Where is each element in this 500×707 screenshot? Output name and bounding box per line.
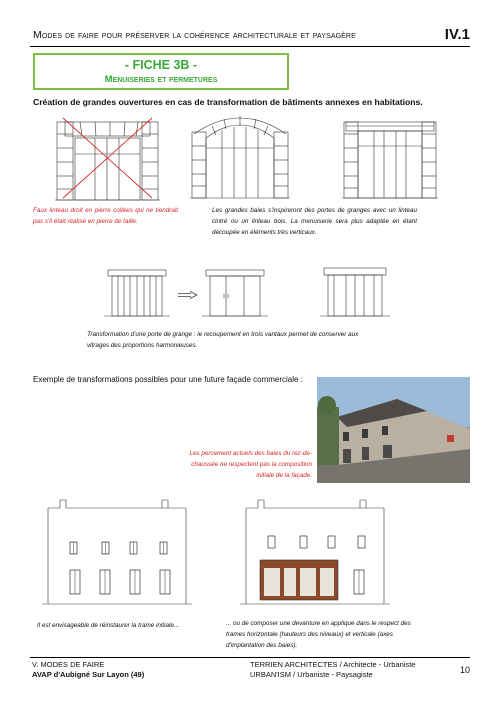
footer-document: AVAP d'Aubigné Sur Layon (49): [32, 670, 145, 679]
page-header-title: Modes de faire pour préserver la cohérence architecturale et paysagère: [33, 29, 356, 41]
sketch-facade-devanture: [240, 496, 390, 606]
arrow-icon: [178, 291, 198, 299]
section-1-title: Création de grandes ouvertures en cas de transformation de bâtiments annexes en habitations.: [33, 97, 423, 107]
footer-divider: [30, 657, 470, 658]
footer-right: [250, 660, 415, 680]
sketch-linteau-cintre: [190, 108, 290, 200]
caption-faux-linteau: Faux linteau droit en pierre collées qui ne tiendrait pas s'il était réalisé en pierre de taille.: [33, 207, 178, 225]
page-number: 10: [459, 665, 470, 675]
caption-devanture: ... ou de composer une devanture en applique dans le respect des trames horizontale (hauteurs des niveaux) et verticale (axes d'implantation des baies).: [226, 620, 411, 649]
header-divider: [30, 46, 470, 47]
sketch-porte-grange-apres: [320, 266, 390, 318]
caption-percements: Les percement actuels des baies du rez-de-chaussée ne respectent pas la composition initiale de la façade.: [189, 450, 312, 479]
caption-grandes-baies: Les grandes baies s'inspireront des portes de granges avec un linteau cintré ou un linteau bois. La menuiserie sera plus adaptée en étant découpée en éléments très verticaux.: [212, 207, 417, 236]
caption-porte-grange: Transformation d'une porte de grange : le recoupement en trois vantaux permet de conserver aux vitrages des proportions harmonieuses.: [87, 331, 359, 349]
footer-author-2: URBAN'ISM / Urbaniste - Paysagiste: [250, 670, 373, 679]
caption-trame-initiale: Il est envisageable de réinstaurer la trame initiale...: [37, 622, 180, 629]
footer-left: [32, 660, 144, 680]
section-number: IV.1: [444, 26, 470, 43]
sketch-linteau-bois: [342, 114, 438, 200]
footer-author-1: TERRIEN ARCHITECTES / Architecte - Urbaniste: [250, 660, 416, 669]
sketch-facade-trame-initiale: [42, 496, 192, 606]
sketch-faux-linteau: [55, 112, 160, 202]
fiche-subtitle: Menuiseries et fermetures: [104, 74, 218, 85]
fiche-title-box: [33, 53, 289, 90]
section-2-title: Exemple de transformations possibles pour une future façade commerciale :: [33, 375, 303, 384]
footer-chapter: V. MODES DE FAIRE: [32, 660, 105, 669]
sketch-porte-grange-trois-vantaux: [202, 268, 268, 318]
street-photo: [317, 377, 470, 483]
fiche-title: - FICHE 3B -: [124, 58, 198, 72]
sketch-porte-grange-avant: [104, 268, 170, 318]
